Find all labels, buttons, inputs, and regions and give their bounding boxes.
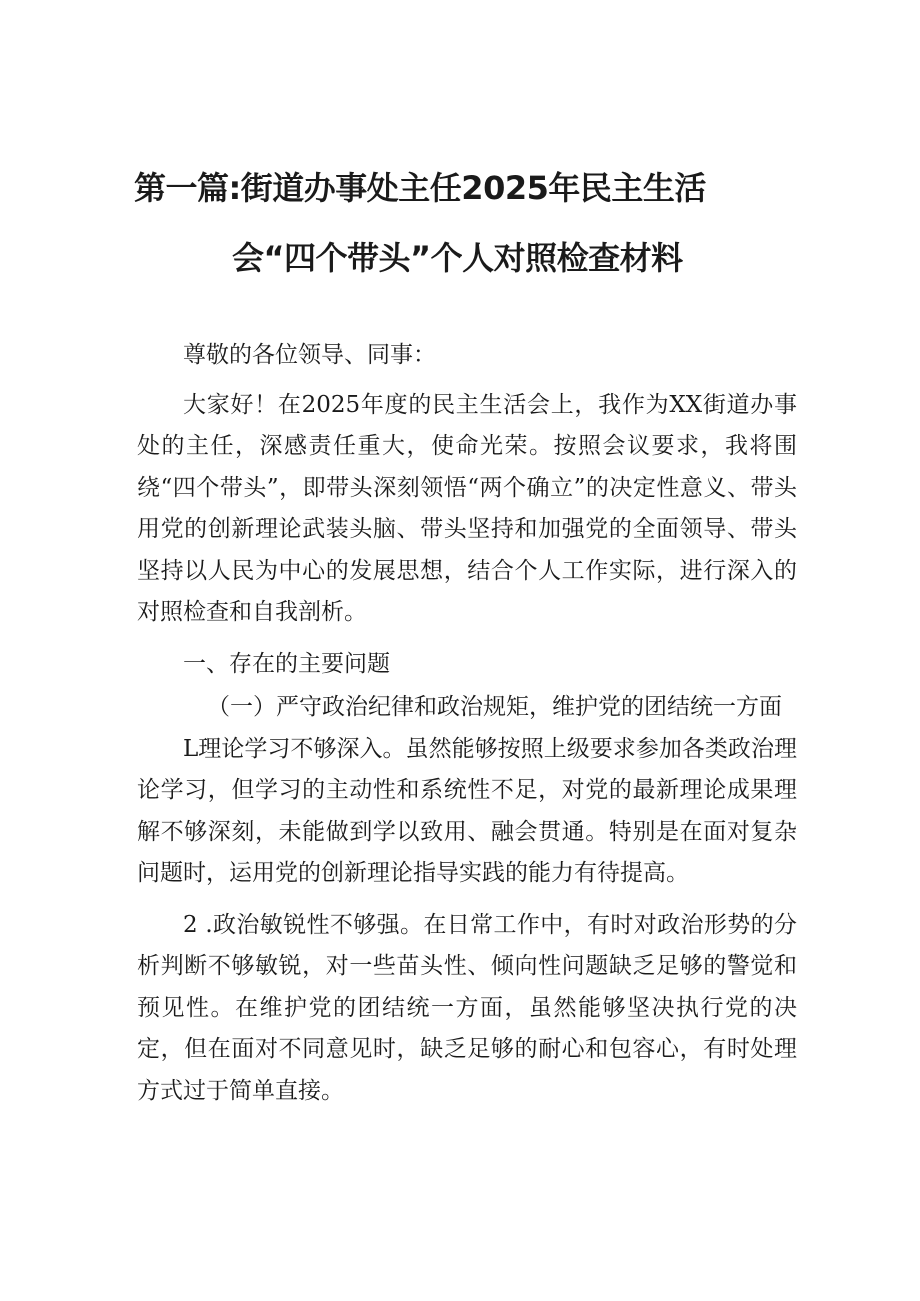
- section-heading-1: 一、存在的主要问题: [183, 650, 390, 677]
- document-title-line-1: 第一篇:街道办事处主任2025年民主生活: [134, 169, 706, 207]
- document-body: [137, 335, 797, 1112]
- document-title-line-2: 会“四个带头”个人对照检查材料: [232, 239, 683, 277]
- subsection-heading-1: （一）严守政治纪律和政治规矩，维护党的团结统一方面: [207, 694, 782, 720]
- problem-item-2: 2 .政治敏锐性不够强。在日常工作中，有时对政治形势的分析判断不够敏锐，对一些苗头性、倾向性问题缺乏足够的警觉和预见性。在维护党的团结统一方面，虽然能够坚决执行党的决定，但在面对不同意见时，缺乏足够的耐心和包容心，有时处理方式过于简单直接。: [137, 911, 797, 1104]
- salutation: 尊敬的各位领导、同事：: [183, 342, 436, 368]
- intro-paragraph: 大家好！在2025年度的民主生活会上，我作为XX街道办事处的主任，深感责任重大，使命光荣。按照会议要求，我将围绕“四个带头”，即带头深刻领悟“两个确立”的决定性意义、带头用党的创新理论武装头脑、带头坚持和加强党的全面领导、带头坚持以人民为中心的发展思想，结合个人工作实际，进行深入的对照检查和自我剖析。: [137, 391, 797, 625]
- problem-item-1: L理论学习不够深入。虽然能够按照上级要求参加各类政治理论学习，但学习的主动性和系统性不足，对党的最新理论成果理解不够深刻，未能做到学以致用、融会贯通。特别是在面对复杂问题时，运用党的创新理论指导实践的能力有待提高。: [137, 735, 797, 886]
